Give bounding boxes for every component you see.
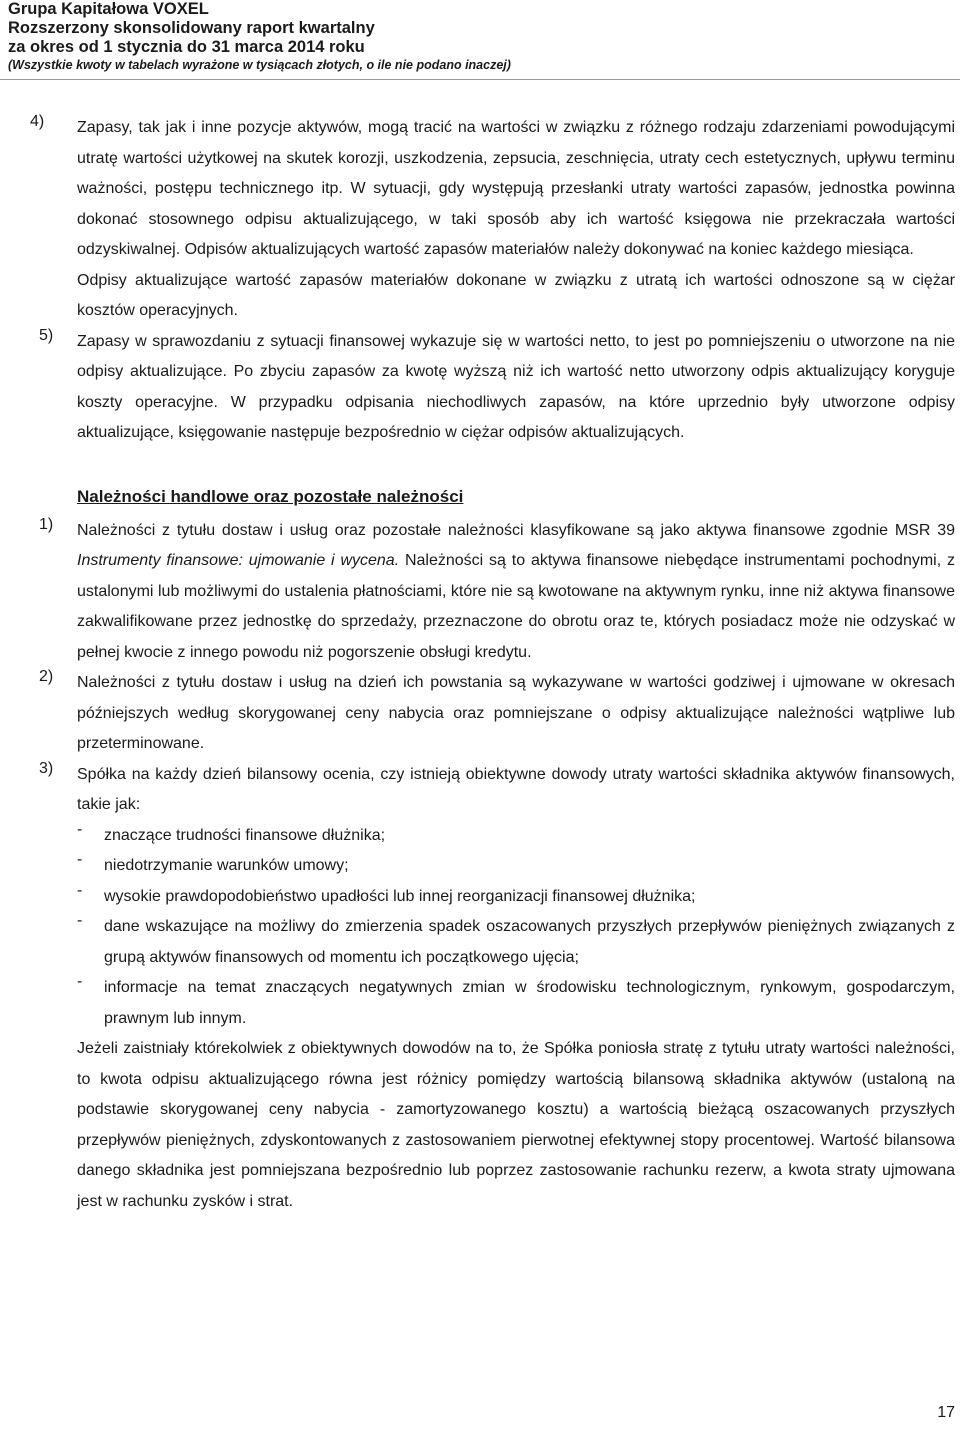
bullet-text: wysokie prawdopodobieństwo upadłości lub innej reorganizacji finansowej dłużnika; <box>104 887 696 905</box>
amounts-note: (Wszystkie kwoty w tabelach wyrażone w tysiącach złotych, o ile nie podano inaczej) <box>8 58 511 72</box>
page-number: 17 <box>937 1404 955 1421</box>
item-number: 3) <box>39 759 54 777</box>
header-divider <box>0 79 960 80</box>
receivables-item-1 <box>0 516 960 669</box>
item-number: 4) <box>30 113 45 130</box>
standard-title: Instrumenty finansowe: ujmowanie i wycena. <box>77 552 400 569</box>
bullet-text: informacje na temat znaczących negatywnych zmian w środowisku technologicznym, rynkowym, gospodarczym, prawnym lub innym. <box>104 979 955 1027</box>
text-run: Należności z tytułu dostaw i usług oraz pozostałe należności klasyfikowane są jako aktywa finansowe zgodnie MSR 39 <box>77 521 955 539</box>
page-header <box>8 0 952 74</box>
item-number: 5) <box>39 326 54 344</box>
bullet-item <box>0 851 960 882</box>
bullet-dash: - <box>77 851 83 868</box>
paragraph: Zapasy w sprawozdaniu z sytuacji finansowej wykazuje się w wartości netto, to jest po pomniejszeniu o utworzone na nie odpisy aktualizujące. Po zbyciu zapasów za kwotę wyższą niż ich wartość netto utworzony odpis aktualizujący koryguje koszty operacyjne. W przypadku odpisania niechodliwych zapasów, na które uprzednio były utworzone odpisy aktualizujące, księgowanie następuje bezpośrednio w ciężar odpisów aktualizujących. <box>77 332 955 441</box>
paragraph: Zapasy, tak jak i inne pozycje aktywów, mogą tracić na wartości w związku z różnego rodzaju zdarzeniami powodującymi utratę wartości użytkowej na skutek korozji, uszkodzenia, zepsucia, zeschnięcia, utraty cech estetycznych, upływu terminu ważności, postępu technicznego itp. W sytuacji, gdy występują przesłanki utraty wartości zapasów, jednostka powinna dokonać stosownego odpisu aktualizującego, w taki sposób aby ich wartość księgowa nie przekraczała wartości odzyskiwalnej. Odpisów aktualizujących wartość zapasów materiałów należy dokonywać na koniec każdego miesiąca. <box>77 119 955 258</box>
paragraph: Odpisy aktualizujące wartość zapasów materiałów dokonane w związku z utratą ich wartości odnoszone są w ciężar kosztów operacyjnych. <box>77 271 955 319</box>
bullet-item <box>0 973 960 1034</box>
company-name: Grupa Kapitałowa VOXEL <box>8 0 209 18</box>
bullet-text: niedotrzymanie warunków umowy; <box>104 857 349 874</box>
bullet-text: dane wskazujące na możliwy do zmierzenia spadek oszacowanych przyszłych przepływów pieniężnych związanych z grupą aktywów finansowych od momentu ich początkowego ujęcia; <box>104 918 955 966</box>
bullet-dash: - <box>77 912 83 929</box>
bullet-item <box>0 912 960 973</box>
report-period: za okres od 1 stycznia do 31 marca 2014 roku <box>8 38 365 56</box>
text-run: Należności są to aktywa finansowe niebędące instrumentami pochodnymi, z ustalonymi lub możliwymi do ustalenia płatnościami, które nie są kwotowane na aktywnym rynku, inne niż aktywa finansowe zakwalifikowane przez jednostkę do sprzedaży, przeznaczone do obrotu oraz te, których posiadacz może nie odzyskać w pełnej kwocie z innego powodu niż pogorszenie obsługi kredytu. <box>77 552 956 661</box>
paragraph: Należności z tytułu dostaw i usług na dzień ich powstania są wykazywane w wartości godziwej i ujmowane w okresach późniejszych według skorygowanej ceny nabycia oraz pomniejszane o odpisy aktualizujące należności wątpliwe lub przeterminowane. <box>77 674 955 752</box>
receivables-item-2 <box>0 668 960 760</box>
document-body <box>0 113 960 1217</box>
bullet-item <box>0 882 960 913</box>
bullet-dash: - <box>77 881 83 899</box>
paragraph <box>77 516 955 669</box>
inventory-item-5 <box>0 327 960 449</box>
item-number: 2) <box>39 668 54 685</box>
paragraph: Jeżeli zaistniały którekolwiek z obiektywnych dowodów na to, że Spółka poniosła stratę z tytułu utraty wartości należności, to kwota odpisu aktualizującego równa jest różnicy pomiędzy wartością bilansową składnika aktywów (ustaloną na podstawie skorygowanej ceny nabycia - zamortyzowanego kosztu) a wartością bieżącą oszacowanych przyszłych przepływów pieniężnych, zdyskontowanych z zastosowaniem pierwotnej efektywnej stopy procentowej. Wartość bilansowa danego składnika jest pomniejszana bezpośrednio lub poprzez zastosowanie rachunku rezerw, a kwota straty ujmowana jest w rachunku zysków i strat. <box>77 1040 955 1210</box>
bullet-dash: - <box>77 973 83 990</box>
report-title: Rozszerzony skonsolidowany raport kwartalny <box>8 19 375 37</box>
item-number: 1) <box>39 515 54 533</box>
bullet-text: znaczące trudności finansowe dłużnika; <box>104 826 386 844</box>
section-heading: Należności handlowe oraz pozostałe należności <box>77 486 464 506</box>
receivables-item-3 <box>0 760 960 821</box>
bullet-dash: - <box>77 820 83 838</box>
closing-paragraph <box>0 1034 960 1217</box>
inventory-item-4 <box>0 113 960 327</box>
paragraph: Spółka na każdy dzień bilansowy ocenia, czy istnieją obiektywne dowody utraty wartości składnika aktywów finansowych, takie jak: <box>77 765 955 813</box>
spacer <box>0 449 960 482</box>
bullet-item <box>0 821 960 852</box>
